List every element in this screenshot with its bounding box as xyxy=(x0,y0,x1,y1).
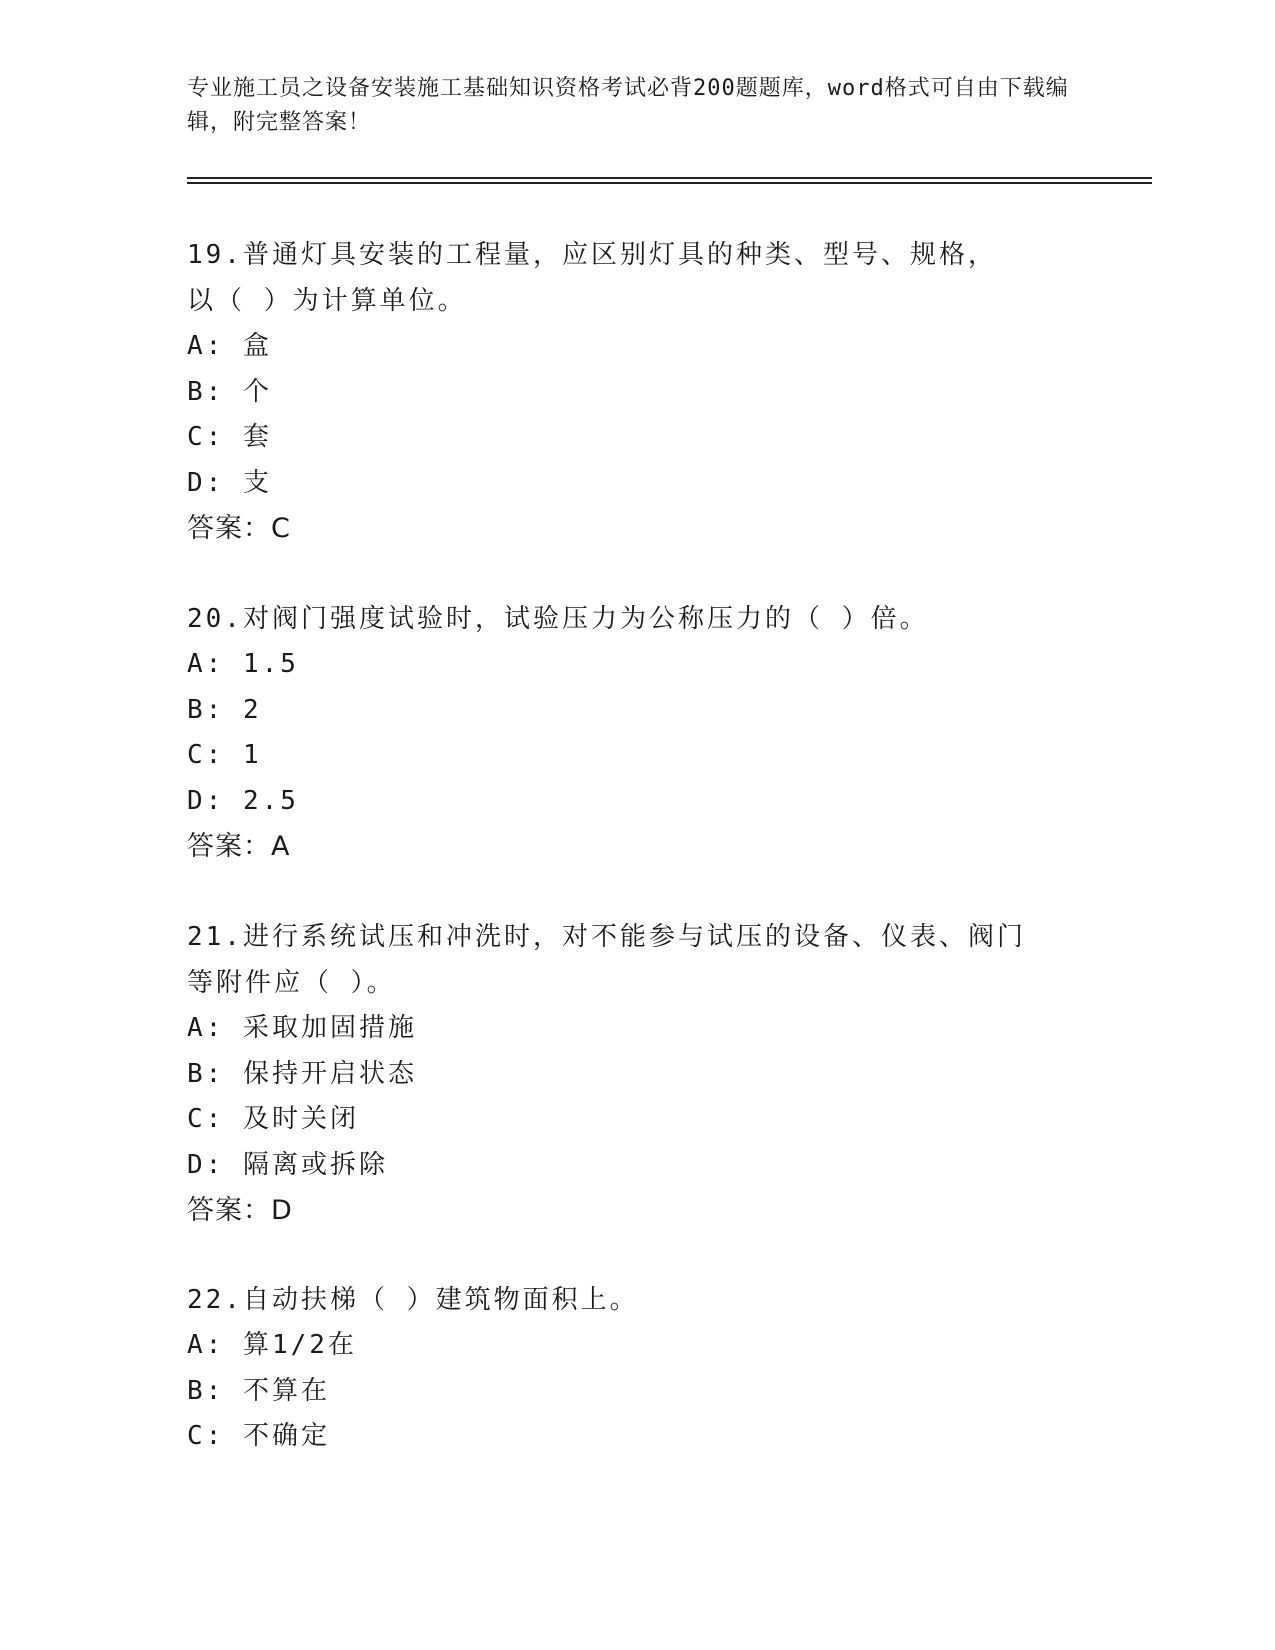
option-d: D: 支 xyxy=(187,467,272,498)
question-text: 21.进行系统试压和冲洗时，对不能参与试压的设备、仪表、阀门等附件应（ ）。 xyxy=(187,922,1026,998)
header-divider-bottom xyxy=(187,182,1152,184)
question-20 xyxy=(187,596,1087,870)
answer-label: 答案：A xyxy=(187,831,291,862)
option-a: A: 采取加固措施 xyxy=(187,1013,417,1043)
document-header: 专业施工员之设备安装施工基础知识资格考试必背200题题库，word格式可自由下载编辑，附完整答案！ xyxy=(187,76,1069,135)
option-b: B: 2 xyxy=(187,694,262,725)
question-21 xyxy=(187,914,1087,1234)
option-c: C: 不确定 xyxy=(187,1421,330,1451)
option-b: B: 不算在 xyxy=(187,1375,330,1406)
header-divider-top xyxy=(187,177,1152,179)
option-c: C: 及时关闭 xyxy=(187,1104,359,1134)
option-a: A: 盒 xyxy=(187,331,272,361)
question-19 xyxy=(187,232,1087,552)
option-a: A: 算1/2在 xyxy=(187,1330,357,1360)
option-c: C: 套 xyxy=(187,422,272,452)
option-d: D: 2.5 xyxy=(187,785,299,816)
option-d: D: 隔离或拆除 xyxy=(187,1149,388,1180)
question-text: 19.普通灯具安装的工程量，应区别灯具的种类、型号、规格，以（ ）为计算单位。 xyxy=(187,240,997,316)
answer-label: 答案：C xyxy=(187,513,291,544)
answer-label: 答案：D xyxy=(187,1195,293,1226)
question-text: 20.对阀门强度试验时，试验压力为公称压力的（ ）倍。 xyxy=(187,604,929,634)
option-c: C: 1 xyxy=(187,740,262,770)
option-a: A: 1.5 xyxy=(187,649,299,679)
question-text: 22.自动扶梯（ ）建筑物面积上。 xyxy=(187,1285,639,1315)
option-b: B: 个 xyxy=(187,376,272,407)
question-22 xyxy=(187,1277,1087,1460)
option-b: B: 保持开启状态 xyxy=(187,1058,417,1089)
